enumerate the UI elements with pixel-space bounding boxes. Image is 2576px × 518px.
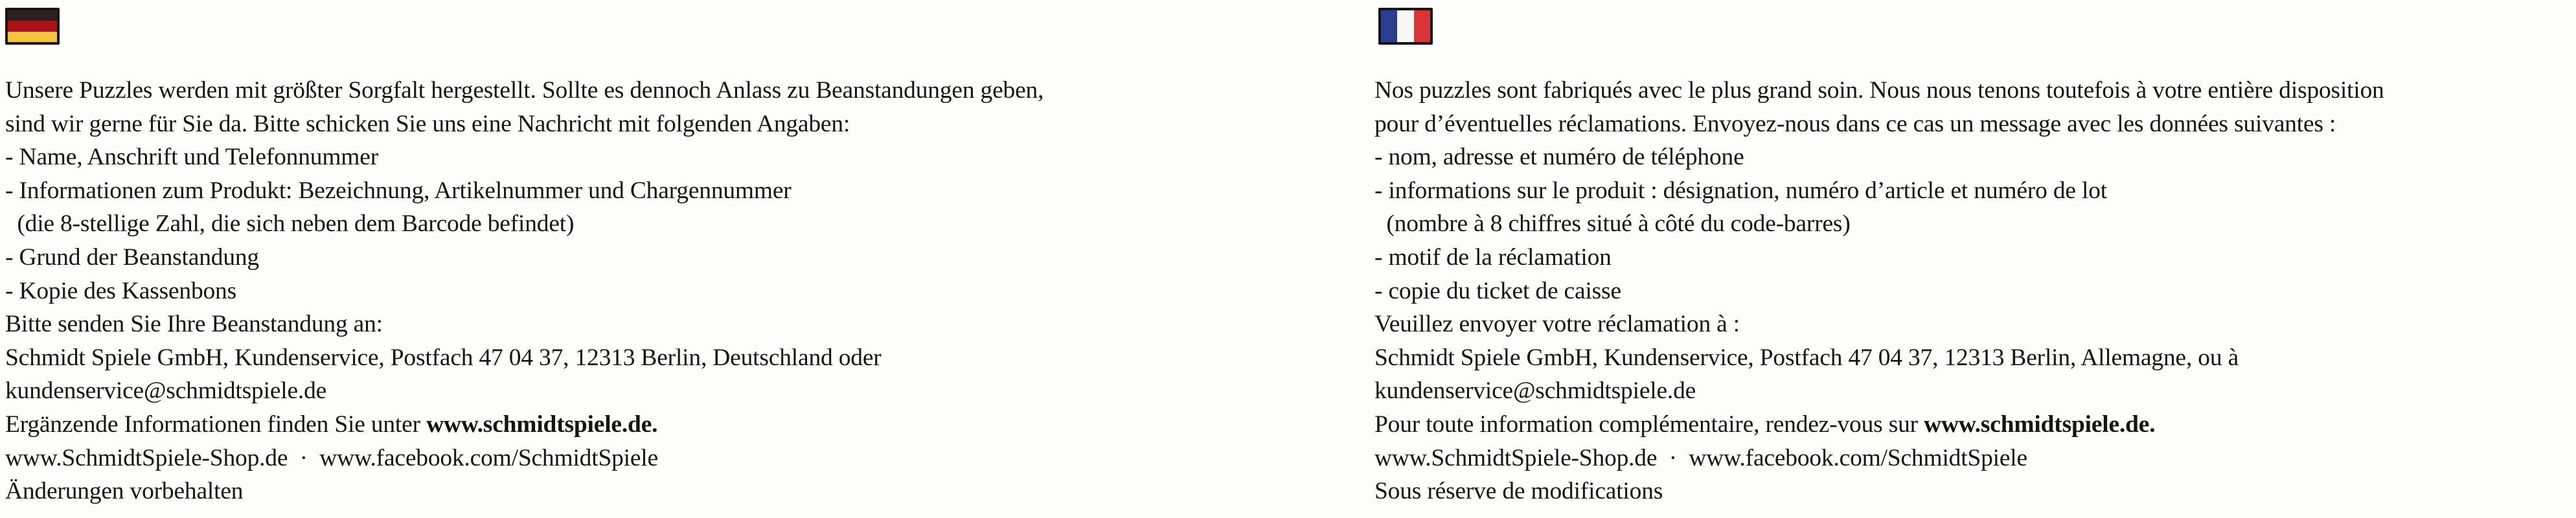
flag-stripe [8,10,57,21]
german-text-block [5,74,1043,508]
text-segment: Änderungen vorbehalten [5,478,244,505]
text-line [5,74,1043,107]
text-segment: Schmidt Spiele GmbH, Kundenservice, Postfach 47 04 37, 12313 Berlin, Allemagne, ou à [1374,344,2239,371]
bold-url-text: www.schmidtspiele.de. [426,411,658,438]
text-line [1374,374,2384,408]
text-line [1374,174,2384,208]
text-line [1374,408,2384,442]
text-segment: - motif de la réclamation [1374,243,1612,271]
text-segment: Veuillez envoyer votre réclamation à : [1374,311,1740,338]
flag-stripe [1397,10,1413,42]
text-segment: Ergänzende Informationen finden Sie unter [5,411,427,438]
text-segment: - Grund der Beanstandung [5,243,259,271]
text-segment: pour d’éventuelles réclamations. Envoyez-nous dans ce cas un message avec les données suivantes : [1374,110,2336,137]
germany-flag-icon [5,8,60,45]
text-line [1374,241,2384,275]
text-segment: - Kopie des Kassenbons [5,277,236,304]
text-segment: - Name, Anschrift und Telefonnummer [5,144,378,171]
text-line [5,408,1043,442]
france-flag-icon [1378,8,1433,45]
text-line [1374,308,2384,341]
text-line [5,308,1043,341]
text-segment: www.SchmidtSpiele-Shop.de · www.facebook.com/SchmidtSpiele [5,444,658,471]
text-line [5,174,1043,208]
text-line [5,107,1043,141]
flag-stripe [8,21,57,31]
text-line [1374,107,2384,141]
text-segment: (nombre à 8 chiffres situé à côté du code-barres) [1374,210,1851,238]
flag-stripe [1414,10,1430,42]
text-segment: - nom, adresse et numéro de téléphone [1374,144,1744,171]
text-line [1374,207,2384,241]
text-segment: Schmidt Spiele GmbH, Kundenservice, Postfach 47 04 37, 12313 Berlin, Deutschland oder [5,344,882,371]
text-segment: Pour toute information complémentaire, rendez-vous sur [1374,411,1924,438]
text-line [1374,442,2384,475]
text-line [5,374,1043,408]
text-segment: - Informationen zum Produkt: Bezeichnung, Artikelnummer und Chargennummer [5,177,792,204]
text-segment: Unsere Puzzles werden mit größter Sorgfalt hergestellt. Sollte es dennoch Anlass zu Beanstandungen geben, [5,77,1044,104]
text-line [5,141,1043,174]
text-line [1374,275,2384,308]
text-segment: sind wir gerne für Sie da. Bitte schicken Sie uns eine Nachricht mit folgenden Angaben: [5,110,850,137]
flag-stripe [8,32,57,42]
text-segment: - informations sur le produit : désignation, numéro d’article et numéro de lot [1374,177,2107,204]
text-line [5,442,1043,475]
german-info-column [5,8,1301,505]
flag-stripe [1381,10,1397,42]
text-segment: Nos puzzles sont fabriqués avec le plus grand soin. Nous nous tenons toutefois à votre entière disposition [1374,77,2384,104]
text-segment: Sous réserve de modifications [1374,478,1663,505]
text-line [5,241,1043,275]
text-segment: kundenservice@schmidtspiele.de [5,377,327,405]
text-line [5,275,1043,308]
french-info-column [1374,8,2573,505]
bold-url-text: www.schmidtspiele.de. [1924,411,2156,438]
text-line [1374,141,2384,174]
text-line [1374,341,2384,375]
text-segment: - copie du ticket de caisse [1374,277,1621,304]
text-line [5,207,1043,241]
text-line [1374,74,2384,107]
text-segment: kundenservice@schmidtspiele.de [1374,377,1696,405]
text-line [1374,475,2384,508]
text-line [5,341,1043,375]
text-segment: Bitte senden Sie Ihre Beanstandung an: [5,311,383,338]
text-segment: (die 8-stellige Zahl, die sich neben dem Barcode befindet) [5,210,575,238]
text-segment: www.SchmidtSpiele-Shop.de · www.facebook.com/SchmidtSpiele [1374,444,2027,471]
french-text-block [1374,74,2384,508]
text-line [5,475,1043,508]
